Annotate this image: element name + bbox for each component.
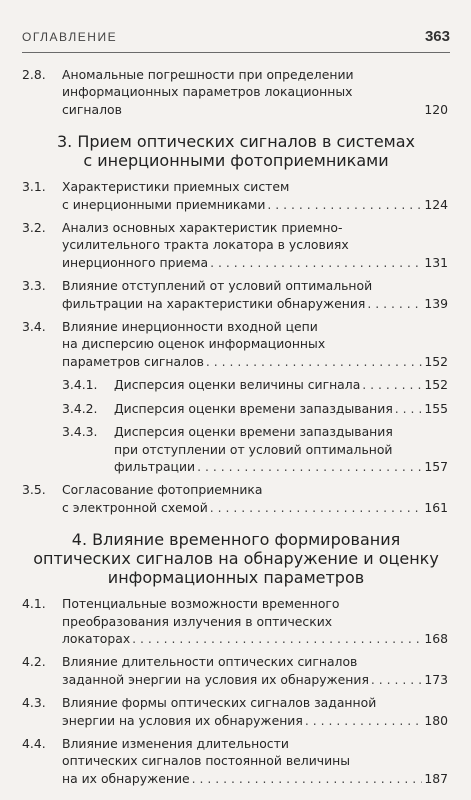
toc-entry bbox=[22, 277, 450, 312]
entry-last-line bbox=[114, 376, 448, 393]
chapter-heading bbox=[22, 132, 450, 170]
entry-last-line bbox=[62, 295, 448, 312]
entry-line: Влияние отступлений от условий оптимальной bbox=[62, 278, 373, 294]
entry-number: 4.2. bbox=[22, 654, 46, 670]
entry-line: Характеристики приемных систем bbox=[62, 179, 290, 195]
entry-text bbox=[62, 318, 450, 370]
entry-line: Влияние длительности оптических сигналов bbox=[62, 654, 358, 670]
entry-line: локаторах bbox=[62, 630, 131, 646]
toc-subentry bbox=[22, 400, 450, 417]
entry-line: с инерционными приемниками bbox=[62, 196, 266, 212]
entry-line: сигналов bbox=[62, 101, 122, 117]
toc-subentry bbox=[22, 423, 450, 475]
dot-leader bbox=[362, 376, 422, 393]
entry-last-line bbox=[62, 630, 448, 647]
entry-page-number: 168 bbox=[424, 630, 448, 646]
dot-leader bbox=[206, 353, 422, 370]
entry-line: на дисперсию оценок информационных bbox=[62, 336, 326, 352]
entry-last-line bbox=[114, 400, 448, 417]
entry-number: 3.3. bbox=[22, 278, 46, 294]
chapter-heading bbox=[22, 530, 450, 587]
entry-number: 3.4. bbox=[22, 319, 46, 335]
entry-number: 3.4.1. bbox=[62, 377, 98, 393]
section-title: ОГЛАВЛЕНИЕ bbox=[22, 30, 118, 44]
entry-number: 3.4.2. bbox=[62, 400, 98, 416]
entry-last-line bbox=[114, 458, 448, 475]
entry-text bbox=[62, 595, 450, 647]
entry-line: Влияние инерционности входной цепи bbox=[62, 319, 318, 335]
entry-page-number: 173 bbox=[424, 671, 448, 687]
entry-number: 2.8. bbox=[22, 67, 46, 82]
chapter-heading-line: 3. Прием оптических сигналов в системах bbox=[56, 132, 416, 152]
entry-number: 4.1. bbox=[22, 596, 46, 612]
dot-leader bbox=[305, 712, 423, 729]
toc-entry bbox=[22, 318, 450, 370]
dot-leader bbox=[395, 400, 423, 417]
dot-leader bbox=[132, 630, 422, 647]
entry-number: 4.3. bbox=[22, 695, 46, 711]
header-rule bbox=[22, 52, 450, 53]
page-number: 363 bbox=[424, 28, 450, 45]
entry-line: Дисперсия оценки величины сигнала bbox=[114, 377, 361, 393]
table-of-contents bbox=[22, 66, 450, 793]
entry-page-number: 180 bbox=[424, 712, 448, 728]
entry-line: Анализ основных характеристик приемно- bbox=[62, 220, 343, 236]
chapter-heading-line: 4. Влияние временного формирования bbox=[71, 530, 401, 550]
entry-page-number: 152 bbox=[424, 353, 448, 369]
dot-leader bbox=[367, 295, 422, 312]
entry-number: 3.1. bbox=[22, 179, 46, 195]
toc-entry bbox=[22, 735, 450, 787]
entry-line: информационных параметров локационных bbox=[62, 84, 353, 100]
dot-leader bbox=[197, 458, 422, 475]
entry-text bbox=[62, 66, 450, 118]
toc-entry bbox=[22, 481, 450, 516]
entry-line: Согласование фотоприемника bbox=[62, 482, 263, 498]
entry-line: с электронной схемой bbox=[62, 499, 208, 515]
entry-line: Влияние изменения длительности bbox=[62, 735, 289, 751]
entry-line: энергии на условия их обнаружения bbox=[62, 712, 303, 728]
entry-number: 3.5. bbox=[22, 482, 46, 498]
dot-leader bbox=[210, 499, 423, 516]
entry-page-number: 161 bbox=[424, 499, 448, 515]
entry-last-line bbox=[62, 353, 448, 370]
entry-line: фильтрации на характеристики обнаружения bbox=[62, 295, 366, 311]
dot-leader bbox=[210, 254, 422, 271]
toc-entry bbox=[22, 219, 450, 271]
entry-number: 3.4.3. bbox=[62, 424, 98, 440]
entry-page-number: 139 bbox=[424, 295, 448, 311]
entry-line: инерционного приема bbox=[62, 254, 209, 270]
dot-leader bbox=[371, 671, 422, 688]
entry-line: преобразования излучения в оптических bbox=[62, 613, 333, 629]
entry-page-number: 157 bbox=[424, 458, 448, 474]
dot-leader bbox=[192, 770, 423, 787]
entry-text bbox=[114, 376, 450, 393]
entry-text bbox=[114, 423, 450, 475]
chapter-heading-line: информационных параметров bbox=[107, 568, 365, 588]
entry-text bbox=[62, 219, 450, 271]
entry-text bbox=[62, 277, 450, 312]
entry-last-line bbox=[62, 196, 448, 213]
entry-page-number: 124 bbox=[424, 196, 448, 212]
entry-number: 4.4. bbox=[22, 735, 46, 751]
entry-last-line bbox=[62, 254, 448, 271]
entry-line: оптических сигналов постоянной величины bbox=[62, 753, 351, 769]
entry-text bbox=[114, 400, 450, 417]
toc-entry bbox=[22, 595, 450, 647]
chapter-heading-line: оптических сигналов на обнаружение и оценку bbox=[33, 549, 439, 569]
entry-last-line bbox=[62, 671, 448, 688]
toc-subentry bbox=[22, 376, 450, 393]
entry-line: Потенциальные возможности временного bbox=[62, 596, 340, 612]
entry-line: Дисперсия оценки времени запаздывания bbox=[114, 424, 393, 440]
entry-line: заданной энергии на условия их обнаружения bbox=[62, 671, 369, 687]
entry-text bbox=[62, 694, 450, 729]
toc-entry bbox=[22, 653, 450, 688]
chapter-heading-line: с инерционными фотоприемниками bbox=[83, 151, 389, 171]
entry-line: на их обнаружение bbox=[62, 770, 190, 786]
entry-last-line bbox=[62, 712, 448, 729]
entry-number: 3.2. bbox=[22, 220, 46, 236]
toc-entry bbox=[22, 66, 450, 118]
toc-entry bbox=[22, 694, 450, 729]
running-head bbox=[22, 30, 450, 46]
toc-entry bbox=[22, 178, 450, 213]
entry-page-number: 152 bbox=[424, 377, 448, 393]
entry-text bbox=[62, 178, 450, 213]
entry-page-number: 187 bbox=[424, 770, 448, 786]
entry-line: Аномальные погрешности при определении bbox=[62, 67, 354, 82]
entry-line: Влияние формы оптических сигналов заданной bbox=[62, 695, 377, 711]
entry-line: Дисперсия оценки времени запаздывания bbox=[114, 400, 393, 416]
entry-page-number: 131 bbox=[424, 254, 448, 270]
entry-text bbox=[62, 481, 450, 516]
entry-last-line bbox=[62, 101, 448, 118]
entry-line: параметров сигналов bbox=[62, 353, 204, 369]
entry-text bbox=[62, 653, 450, 688]
dot-leader bbox=[267, 196, 422, 213]
entry-page-number: 120 bbox=[424, 101, 448, 117]
entry-page-number: 155 bbox=[424, 400, 448, 416]
entry-line: усилительного тракта локатора в условиях bbox=[62, 237, 349, 253]
entry-text bbox=[62, 735, 450, 787]
entry-line: при отступлении от условий оптимальной bbox=[114, 441, 393, 457]
entry-line: фильтрации bbox=[114, 458, 196, 474]
entry-last-line bbox=[62, 499, 448, 516]
entry-last-line bbox=[62, 770, 448, 787]
